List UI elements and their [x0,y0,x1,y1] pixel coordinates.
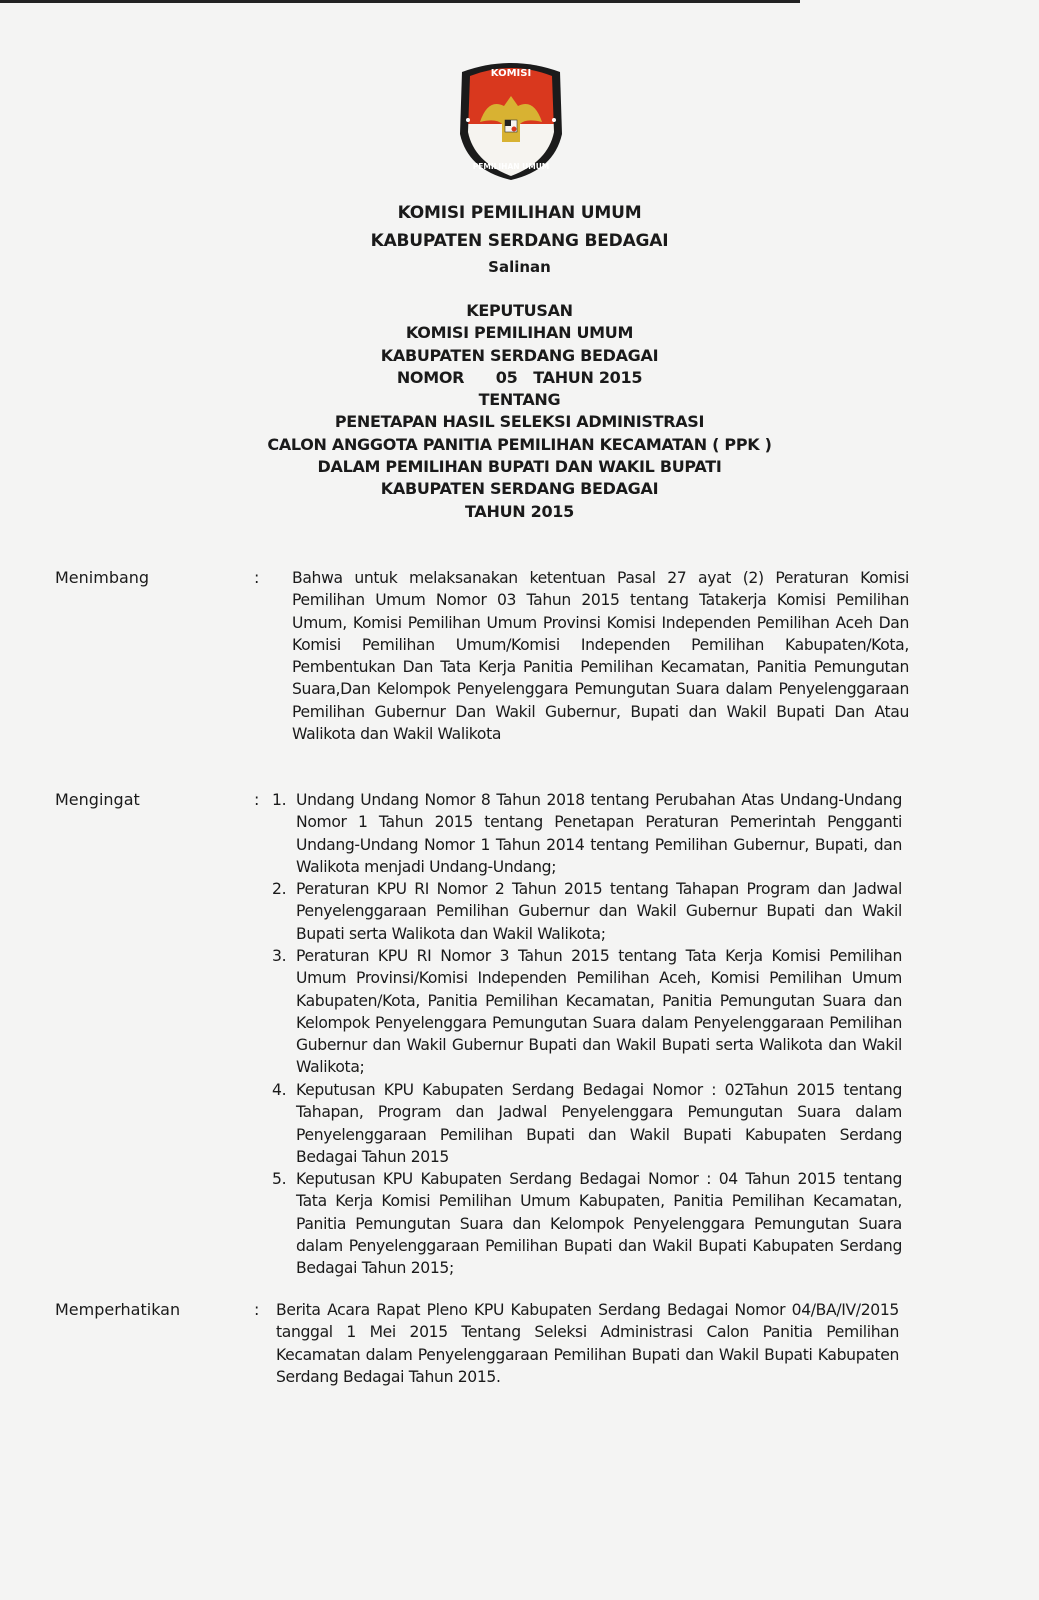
item-text: Undang Undang Nomor 8 Tahun 2018 tentang Perubahan Atas Undang-Undang Nomor 1 Tahun 2015 tentang Penetapan Peraturan Pemerintah Pengganti Undang-Undang Nomor 1 Tahun 2014 tentang Pemilihan Gubernur, Bupati, dan Walikota menjadi Undang-Undang; [296,791,902,876]
title-line: CALON ANGGOTA PANITIA PEMILIHAN KECAMATAN ( PPK ) [267,434,772,454]
item-number: 2. [272,880,287,898]
item-text: Keputusan KPU Kabupaten Serdang Bedagai Nomor : 04 Tahun 2015 tentang Tata Kerja Komisi Pemilihan Umum Kabupaten, Panitia Pemilihan Kecamatan, Panitia Pemungutan Suara dan Kelompok Penyelenggara Pemungutan Suara dalam Penyelenggaraan Pemilihan Bupati dan Wakil Bupati Kabupaten Serdang Bedagai Tahun 2015; [296,1170,902,1278]
svg-text:KOMISI: KOMISI [490,68,532,79]
colon: : [254,790,260,809]
list-item [272,878,902,945]
list-item [272,1168,902,1279]
title-line: DALAM PEMILIHAN BUPATI DAN WAKIL BUPATI [317,457,722,477]
item-number: 3. [272,947,287,965]
title-line: TENTANG [478,390,561,410]
item-text: Keputusan KPU Kabupaten Serdang Bedagai Nomor : 02Tahun 2015 tentang Tahapan, Program dan Jadwal Penyelenggara Pemungutan Suara dalam Penyelenggaraan Pemilihan Bupati dan Wakil Bupati Kabupaten Serdang Bedagai Tahun 2015 [296,1081,902,1166]
list-item [272,789,902,878]
title-line: KABUPATEN SERDANG BEDAGAI [380,345,659,365]
org-name: KOMISI PEMILIHAN UMUM [397,203,642,223]
list-item [272,945,902,1079]
colon: : [254,1300,260,1319]
section-label-memperhatikan: Memperhatikan [55,1300,181,1319]
menimbang-text: Bahwa untuk melaksanakan ketentuan Pasal 27 ayat (2) Peraturan Komisi Pemilihan Umum Nomor 03 Tahun 2015 tentang Tatakerja Komisi Pemilihan Umum, Komisi Pemilihan Umum Provinsi Komisi Independen Pemilihan Aceh Dan Komisi Pemilihan Umum/Komisi Independen Pemilihan Kabupaten/Kota, Pembentukan Dan Tata Kerja Panitia Pemilihan Kecamatan, Panitia Pemungutan Suara,Dan Kelompok Penyelenggara Pemungutan Suara dalam Penyelenggaraan Pemilihan Gubernur Dan Wakil Gubernur, Bupati dan Wakil Bupati Dan Atau Walikota dan Wakil Walikota [292,569,909,744]
title-line: NOMOR 05 TAHUN 2015 [396,367,643,387]
title-line: PENETAPAN HASIL SELEKSI ADMINISTRASI [334,412,705,432]
title-line: KABUPATEN SERDANG BEDAGAI [380,479,659,499]
title-line: KEPUTUSAN [466,301,573,320]
title-line: TAHUN 2015 [465,501,574,521]
title-line: KOMISI PEMILIHAN UMUM [405,323,634,343]
item-text: Peraturan KPU RI Nomor 2 Tahun 2015 tentang Tahapan Program dan Jadwal Penyelenggaraan Pemilihan Gubernur dan Wakil Gubernur Bupati dan Wakil Bupati serta Walikota dan Wakil Walikota; [296,880,902,943]
section-label-menimbang: Menimbang [55,568,150,587]
item-number: 1. [272,791,287,809]
list-item [272,1079,902,1168]
item-text: Peraturan KPU RI Nomor 3 Tahun 2015 tentang Tata Kerja Komisi Pemilihan Umum Provinsi/Komisi Independen Pemilihan Aceh, Komisi Pemilihan Umum Kabupaten/Kota, Panitia Pemilihan Kecamatan, Panitia Pemungutan Suara dan Kelompok Penyelenggara Pemungutan Suara dalam Penyelenggaraan Pemilihan Gubernur dan Wakil Gubernur Bupati dan Wakil Bupati serta Walikota dan Wakil Walikota; [296,947,902,1077]
copy-label: Salinan [488,258,551,276]
svg-text:PEMILIHAN UMUM: PEMILIHAN UMUM [472,162,550,171]
colon: : [254,568,260,587]
item-number: 5. [272,1170,287,1188]
decree-title [0,300,1039,523]
kpu-logo-icon [458,62,564,180]
scan-edge [0,0,800,3]
memperhatikan-text: Berita Acara Rapat Pleno KPU Kabupaten Serdang Bedagai Nomor 04/BA/IV/2015 tanggal 1 Mei 2015 Tentang Seleksi Administrasi Calon Panitia Pemilihan Kecamatan dalam Penyelenggaraan Pemilihan Bupati dan Wakil Bupati Kabupaten Serdang Bedagai Tahun 2015. [276,1301,899,1386]
org-region: KABUPATEN SERDANG BEDAGAI [370,231,669,251]
section-label-mengingat: Mengingat [55,790,140,809]
item-number: 4. [272,1081,287,1099]
